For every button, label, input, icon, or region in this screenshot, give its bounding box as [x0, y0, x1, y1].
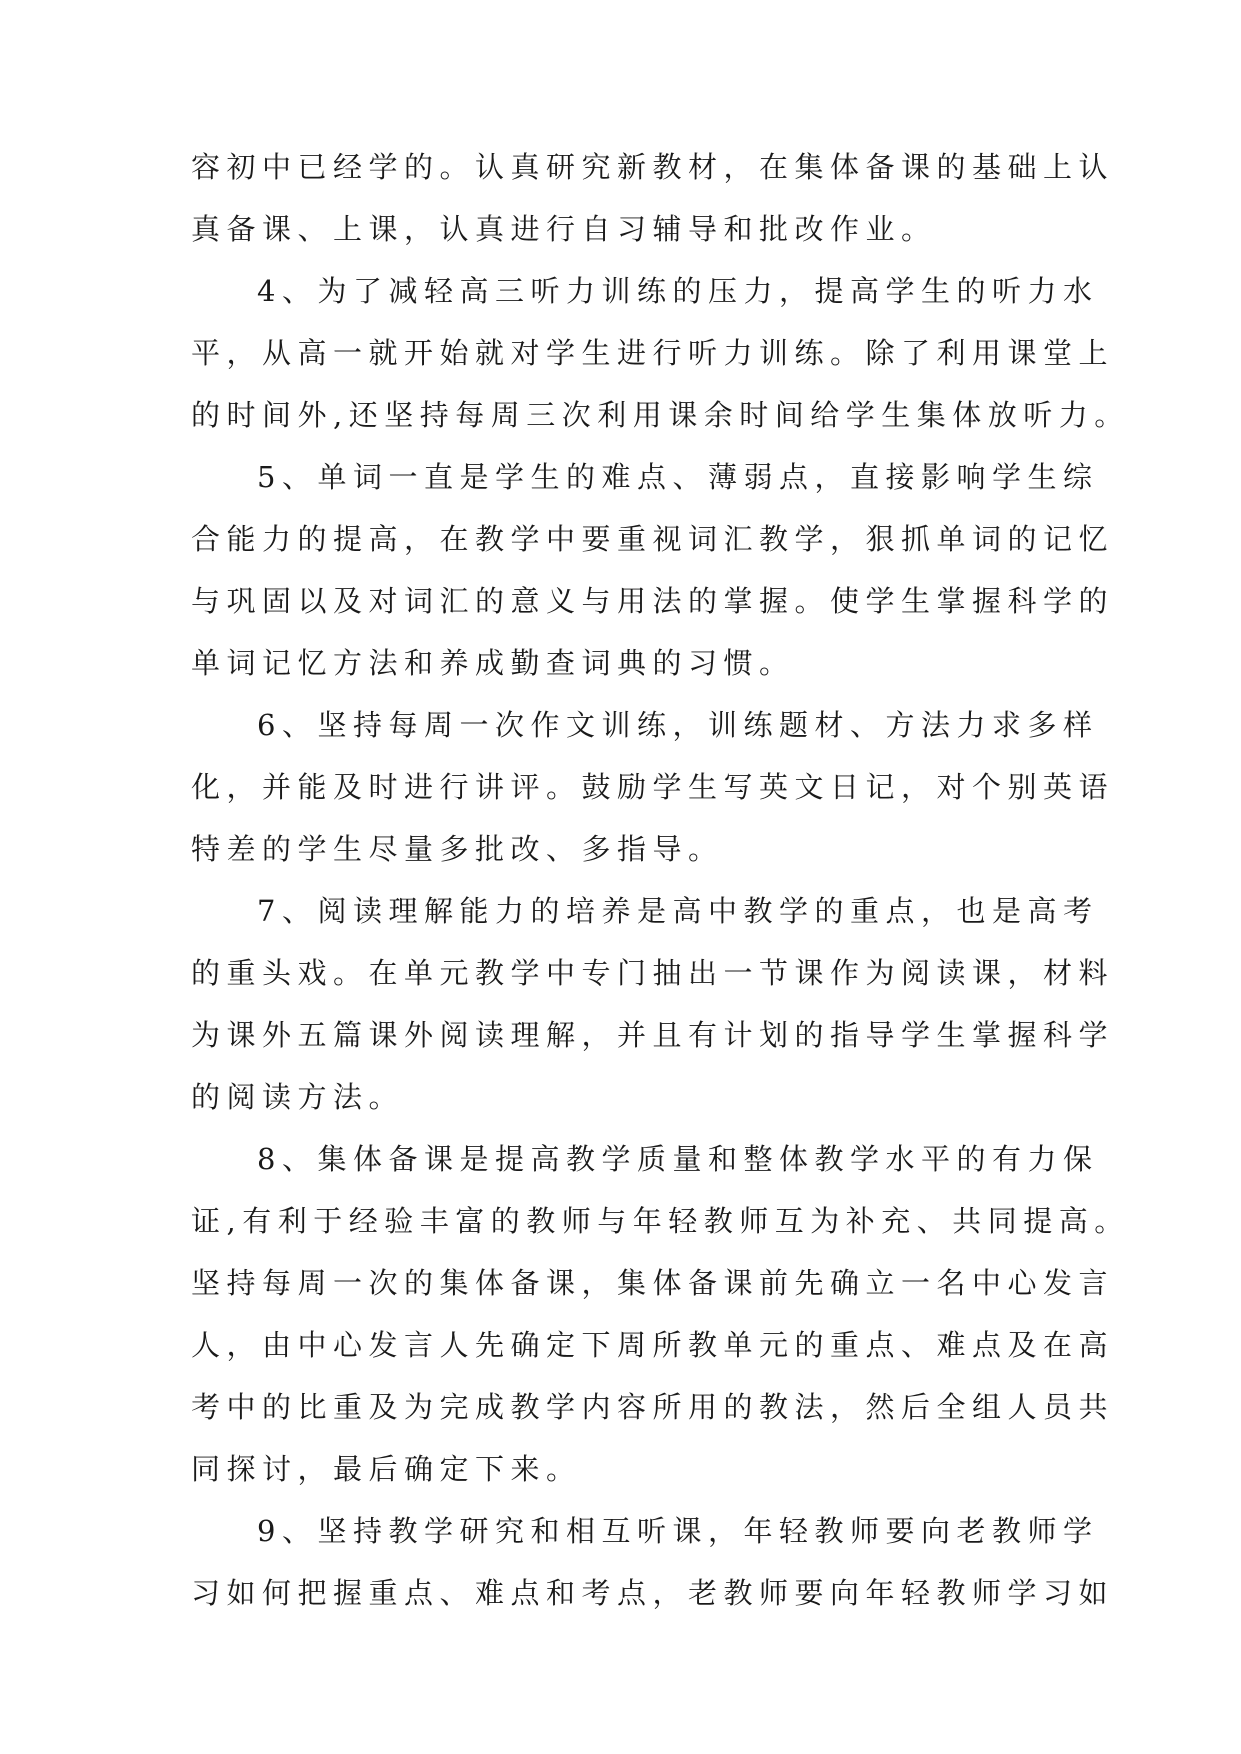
text-line: 证,有利于经验丰富的教师与年轻教师互为补充、共同提高。: [191, 1204, 1130, 1238]
text-line: 9、坚持教学研究和相互听课，年轻教师要向老教师学: [257, 1514, 1099, 1548]
paragraph-item-5: [191, 446, 1115, 694]
paragraph-item-8: [191, 1128, 1130, 1500]
body-text: [191, 136, 1130, 1624]
text-line: 的阅读方法。: [191, 1080, 405, 1114]
text-line: 习如何把握重点、难点和考点，老教师要向年轻教师学习如: [191, 1576, 1115, 1610]
text-line: 合能力的提高，在教学中要重视词汇教学，狠抓单词的记忆: [191, 522, 1115, 556]
text-line: 真备课、上课，认真进行自习辅导和批改作业。: [191, 212, 937, 246]
text-line: 考中的比重及为完成教学内容所用的教法，然后全组人员共: [191, 1390, 1115, 1424]
paragraph-item-9: [191, 1500, 1115, 1624]
text-line: 6、坚持每周一次作文训练，训练题材、方法力求多样: [257, 708, 1099, 742]
paragraph-item-6: [191, 694, 1115, 880]
text-line: 7、阅读理解能力的培养是高中教学的重点，也是高考: [257, 894, 1099, 928]
text-line: 平，从高一就开始就对学生进行听力训练。除了利用课堂上: [191, 336, 1115, 370]
text-line: 4、为了减轻高三听力训练的压力，提高学生的听力水: [257, 274, 1099, 308]
text-line: 单词记忆方法和养成勤查词典的习惯。: [191, 646, 795, 680]
text-line: 容初中已经学的。认真研究新教材，在集体备课的基础上认: [191, 150, 1115, 184]
paragraph-item-4: [191, 260, 1130, 446]
text-line: 同探讨，最后确定下来。: [191, 1452, 582, 1486]
text-line: 坚持每周一次的集体备课，集体备课前先确立一名中心发言: [191, 1266, 1115, 1300]
text-line: 8、集体备课是提高教学质量和整体教学水平的有力保: [257, 1142, 1099, 1176]
text-line: 5、单词一直是学生的难点、薄弱点，直接影响学生综: [257, 460, 1099, 494]
text-line: 的重头戏。在单元教学中专门抽出一节课作为阅读课，材料: [191, 956, 1115, 990]
text-line: 的时间外,还坚持每周三次利用课余时间给学生集体放听力。: [191, 398, 1130, 432]
text-line: 与巩固以及对词汇的意义与用法的掌握。使学生掌握科学的: [191, 584, 1115, 618]
text-line: 人，由中心发言人先确定下周所教单元的重点、难点及在高: [191, 1328, 1115, 1362]
text-line: 为课外五篇课外阅读理解，并且有计划的指导学生掌握科学: [191, 1018, 1115, 1052]
text-line: 化，并能及时进行讲评。鼓励学生写英文日记，对个别英语: [191, 770, 1115, 804]
paragraph-item-7: [191, 880, 1115, 1128]
paragraph-continuation: [191, 136, 1115, 260]
text-line: 特差的学生尽量多批改、多指导。: [191, 832, 724, 866]
